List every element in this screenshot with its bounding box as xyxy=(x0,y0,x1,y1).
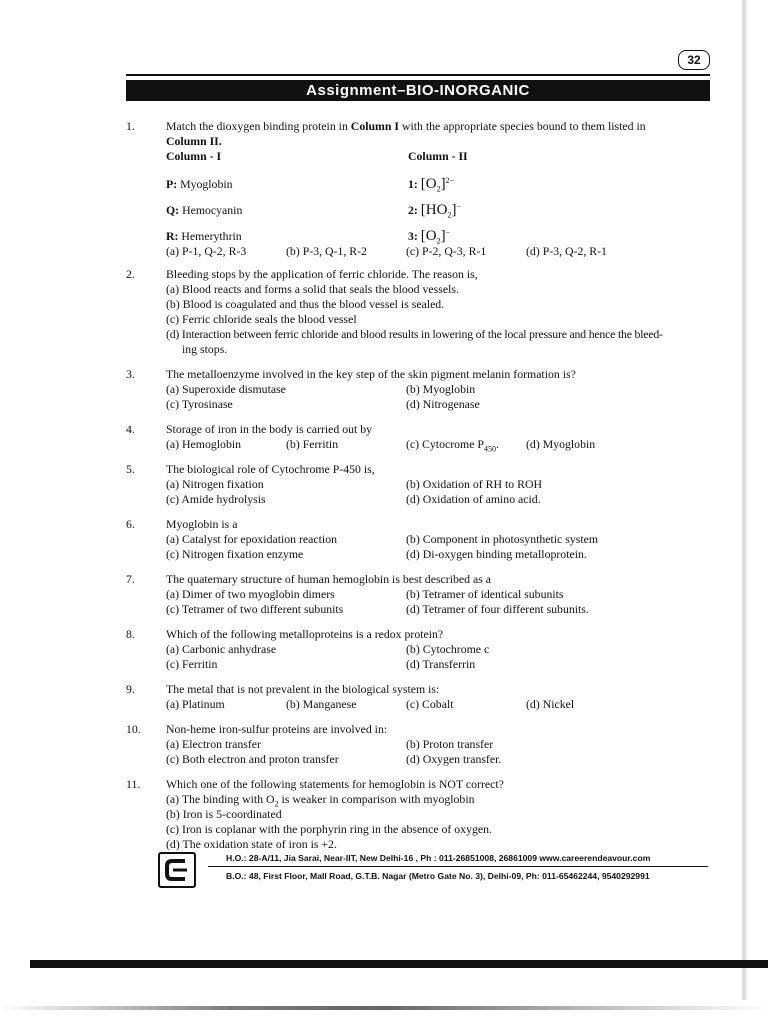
column-2-item xyxy=(408,177,454,192)
options-row xyxy=(166,244,716,259)
option-a: (a) Catalyst for epoxidation reaction xyxy=(166,532,337,546)
question-stem: Which one of the following statements for hemoglobin is NOT correct? xyxy=(166,777,504,791)
question-stem: Bleeding stops by the application of ferric chloride. The reason is, xyxy=(166,267,478,281)
options-row xyxy=(166,697,716,712)
question-number: 6. xyxy=(126,517,135,531)
option-c: (c) Tetramer of two different subunits xyxy=(166,602,344,616)
option-c: (c) P-2, Q-3, R-1 xyxy=(406,244,487,258)
species-text: [HO xyxy=(420,202,448,218)
publisher-logo xyxy=(158,852,196,888)
item-key: 3: xyxy=(408,229,418,243)
options-row xyxy=(166,642,716,657)
match-row-r xyxy=(166,218,716,244)
question-body xyxy=(166,777,716,852)
option-a: (a) Superoxide dismutase xyxy=(166,382,286,396)
question-number: 2. xyxy=(126,267,135,281)
option-d-continued: ing stops. xyxy=(182,342,228,356)
option-b: (b) Myoglobin xyxy=(406,382,476,396)
option-b: (b) P-3, Q-1, R-2 xyxy=(286,244,367,258)
question-stem: The quaternary structure of human hemoglobin is best described as a xyxy=(166,572,491,586)
match-row-q xyxy=(166,192,716,218)
species-bracket: ] xyxy=(451,202,457,218)
species-subscript: 2 xyxy=(436,236,441,246)
options-row xyxy=(166,382,716,397)
column-headers xyxy=(166,149,716,164)
question-body xyxy=(166,722,716,767)
question-4 xyxy=(126,422,716,452)
option-d: (d) Tetramer of four different subunits. xyxy=(406,602,589,616)
option-b: (b) Oxidation of RH to ROH xyxy=(406,477,542,491)
question-stem xyxy=(166,119,716,134)
options-row xyxy=(166,477,716,492)
stem-bold: Column I xyxy=(350,119,399,133)
head-office-address: H.O.: 28-A/11, Jia Sarai, Near-IIT, New Delhi-16 , Ph : 011-26851008, 26861009 www.careerendeavour.com xyxy=(226,853,651,863)
question-body xyxy=(166,517,716,562)
species-subscript: 2 xyxy=(447,210,452,220)
item-key: P: xyxy=(166,177,178,191)
options-row xyxy=(166,602,716,617)
option-c xyxy=(406,437,526,452)
page-number-badge: 32 xyxy=(678,50,710,70)
scan-edge-shadow xyxy=(741,0,748,1000)
stem-text: with the appropriate species bound to them listed in xyxy=(398,119,646,133)
option-c-subscript: 450 xyxy=(483,444,496,454)
option-a xyxy=(166,792,716,807)
question-body xyxy=(166,367,716,412)
question-body xyxy=(166,119,716,259)
option-a-text-end: is weaker in comparison with myoglobin xyxy=(278,792,475,806)
column-2-item xyxy=(408,229,450,244)
option-a: (a) Nitrogen fixation xyxy=(166,477,264,491)
option-a-subscript: 2 xyxy=(274,799,279,809)
question-body xyxy=(166,462,716,507)
option-b: (b) Ferritin xyxy=(286,437,339,451)
column-1-header: Column - I xyxy=(166,149,222,163)
question-stem: Non-heme iron-sulfur proteins are involved in: xyxy=(166,722,388,736)
options-row xyxy=(166,657,716,672)
question-11 xyxy=(126,777,716,852)
species-charge: − xyxy=(456,202,461,212)
option-c: (c) Iron is coplanar with the porphyrin ring in the absence of oxygen. xyxy=(166,822,492,836)
scan-artifact-line xyxy=(0,1006,768,1010)
option-c: (c) Nitrogen fixation enzyme xyxy=(166,547,304,561)
match-row-p xyxy=(166,164,716,192)
option-c: (c) Cobalt xyxy=(406,697,454,711)
option-d: (d) Transferrin xyxy=(406,657,476,671)
options-row xyxy=(166,437,716,452)
branch-office-address: B.O.: 48, First Floor, Mall Road, G.T.B. Nagar (Metro Gate No. 3), Delhi-09, Ph: 011-65462244, 9540292991 xyxy=(226,871,650,881)
option-a: (a) Carbonic anhydrase xyxy=(166,642,277,656)
question-body xyxy=(166,682,716,712)
option-b: (b) Tetramer of identical subunits xyxy=(406,587,564,601)
option-d: (d) Oxidation of amino acid. xyxy=(406,492,541,506)
question-stem: Storage of iron in the body is carried out by xyxy=(166,422,373,436)
column-2-header: Column - II xyxy=(408,149,468,163)
question-10 xyxy=(126,722,716,767)
question-8 xyxy=(126,627,716,672)
column-1-item xyxy=(166,229,408,244)
species-charge: − xyxy=(445,228,451,238)
column-1-item xyxy=(166,203,408,218)
option-d: (d) P-3, Q-2, R-1 xyxy=(526,244,607,258)
question-stem: Myoglobin is a xyxy=(166,517,238,531)
question-1 xyxy=(126,119,716,259)
question-stem: The biological role of Cytochrome P-450 is, xyxy=(166,462,375,476)
option-c: (c) Both electron and proton transfer xyxy=(166,752,339,766)
options-row xyxy=(166,547,716,562)
question-number: 4. xyxy=(126,422,135,436)
question-6 xyxy=(126,517,716,562)
column-1-item xyxy=(166,177,408,192)
options-row xyxy=(166,532,716,547)
question-5 xyxy=(126,462,716,507)
option-c: (c) Ferritin xyxy=(166,657,218,671)
question-9 xyxy=(126,682,716,712)
question-number: 5. xyxy=(126,462,135,476)
option-d: (d) The oxidation state of iron is +2. xyxy=(166,837,337,851)
question-body xyxy=(166,267,716,357)
question-number: 8. xyxy=(126,627,135,641)
option-c-end: . xyxy=(495,437,499,451)
question-body xyxy=(166,422,716,452)
column-2-item xyxy=(408,203,461,218)
options-row xyxy=(166,492,716,507)
option-c: (c) Ferric chloride seals the blood vessel xyxy=(166,312,357,326)
options-row xyxy=(166,397,716,412)
option-a: (a) P-1, Q-2, R-3 xyxy=(166,244,247,258)
species-bracket: ] xyxy=(440,176,446,192)
species-subscript: 2 xyxy=(436,184,441,194)
species-bracket: ] xyxy=(440,228,446,244)
option-d: (d) Myoglobin xyxy=(526,437,596,451)
options-row xyxy=(166,737,716,752)
option-c-text: (c) Cytocrome P xyxy=(406,437,484,451)
species-text: [O xyxy=(420,228,437,244)
option-a: (a) Blood reacts and forms a solid that seals the blood vessels. xyxy=(166,282,459,296)
item-key: 2: xyxy=(408,203,418,217)
question-number: 10. xyxy=(126,722,141,736)
option-b: (b) Iron is 5-coordinated xyxy=(166,807,282,821)
question-number: 11. xyxy=(126,777,141,791)
option-a: (a) Platinum xyxy=(166,697,225,711)
question-stem: The metal that is not prevalent in the biological system is: xyxy=(166,682,440,696)
option-d: (d) Oxygen transfer. xyxy=(406,752,502,766)
page-title: Assignment–BIO-INORGANIC xyxy=(126,80,710,101)
option-b: (b) Component in photosynthetic system xyxy=(406,532,599,546)
logo-mark-icon xyxy=(163,857,191,883)
item-key: R: xyxy=(166,229,179,243)
question-body xyxy=(166,572,716,617)
question-body xyxy=(166,627,716,672)
item-key: Q: xyxy=(166,203,180,217)
question-2 xyxy=(126,267,716,357)
question-list xyxy=(126,119,716,862)
question-number: 7. xyxy=(126,572,135,586)
option-c: (c) Amide hydrolysis xyxy=(166,492,266,506)
option-d: (d) Nickel xyxy=(526,697,575,711)
options-row xyxy=(166,752,716,767)
species-charge: 2− xyxy=(445,176,455,186)
item-value: Myoglobin xyxy=(180,177,233,191)
question-7 xyxy=(126,572,716,617)
option-d: (d) Interaction between ferric chloride and blood results in lowering of the local pressure and hence the bleed- xyxy=(166,327,663,341)
species-text: [O xyxy=(420,176,437,192)
option-c: (c) Tyrosinase xyxy=(166,397,233,411)
option-a: (a) Hemoglobin xyxy=(166,437,242,451)
footer-rule xyxy=(208,866,708,867)
option-a: (a) Dimer of two myoglobin dimers xyxy=(166,587,335,601)
option-b: (b) Manganese xyxy=(286,697,357,711)
options-row xyxy=(166,587,716,602)
title-rule xyxy=(126,74,710,76)
option-d: (d) Nitrogenase xyxy=(406,397,480,411)
question-number: 1. xyxy=(126,119,135,133)
item-value: Hemocyanin xyxy=(182,203,243,217)
question-number: 9. xyxy=(126,682,135,696)
question-3 xyxy=(126,367,716,412)
option-b: (b) Blood is coagulated and thus the blood vessel is sealed. xyxy=(166,297,445,311)
question-stem: Which of the following metalloproteins is a redox protein? xyxy=(166,627,444,641)
question-stem: The metalloenzyme involved in the key step of the skin pigment melanin formation is? xyxy=(166,367,576,381)
option-d: (d) Di-oxygen binding metalloprotein. xyxy=(406,547,587,561)
page-bottom-edge xyxy=(30,960,768,968)
question-number: 3. xyxy=(126,367,135,381)
stem-text: Match the dioxygen binding protein in xyxy=(166,119,351,133)
option-b: (b) Proton transfer xyxy=(406,737,494,751)
option-a: (a) Electron transfer xyxy=(166,737,261,751)
option-a-text: (a) The binding with O xyxy=(166,792,275,806)
stem-continued: Column II. xyxy=(166,134,222,148)
item-value: Hemerythrin xyxy=(181,229,242,243)
option-b: (b) Cytochrome c xyxy=(406,642,490,656)
item-key: 1: xyxy=(408,177,418,191)
